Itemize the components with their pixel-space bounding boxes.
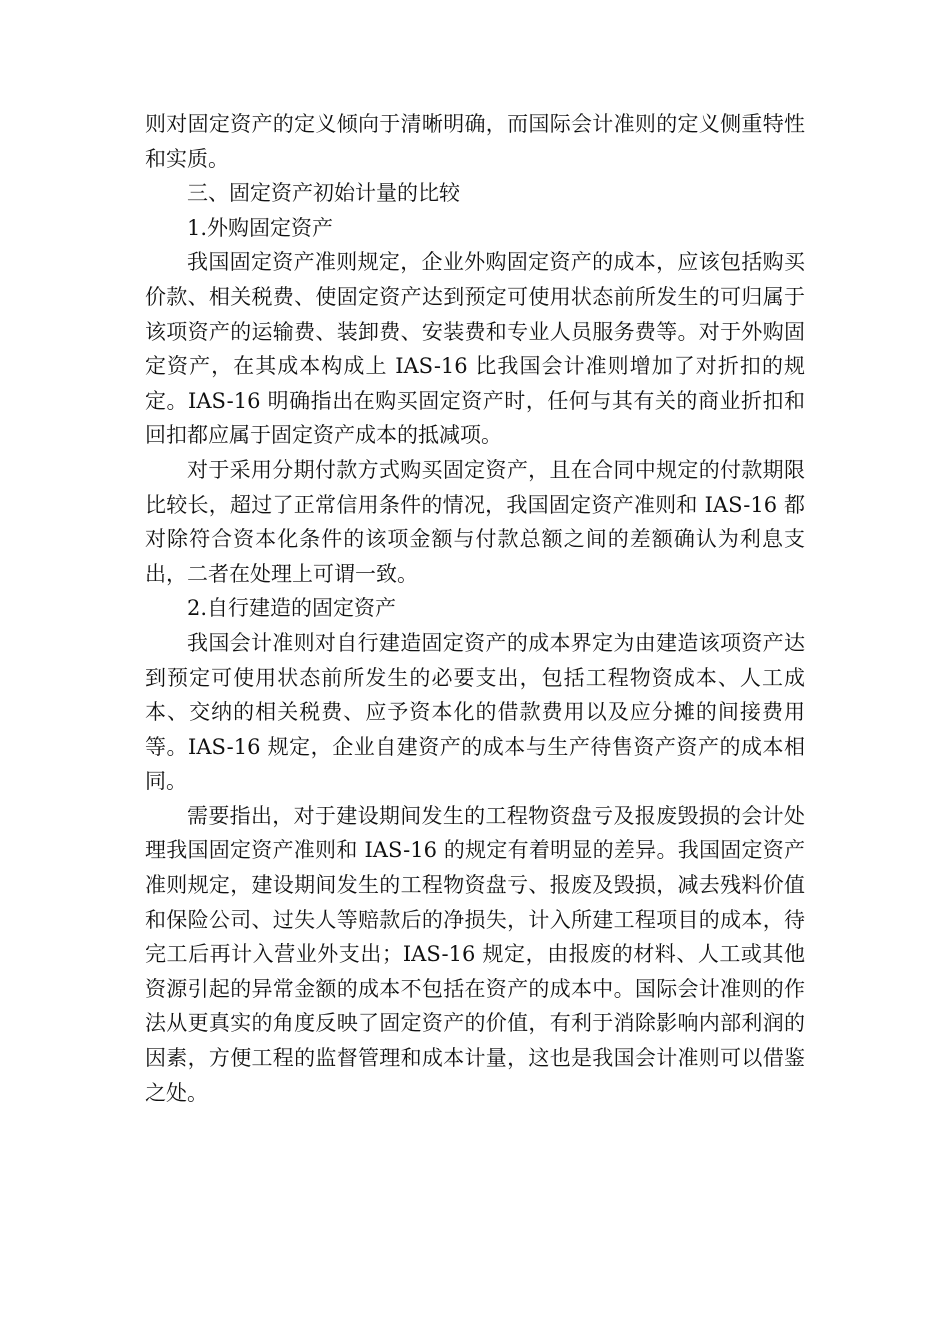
paragraph: 我国固定资产准则规定，企业外购固定资产的成本，应该包括购买价款、相关税费、使固定资产达到预定可使用状态前所发生的可归属于该项资产的运输费、装卸费、安装费和专业人员服务费等。对于外购固定资产，在其成本构成上 IAS-16 比我国会计准则增加了对折扣的规定。IAS-16 明确指出在购买固定资产时，任何与其有关的商业折扣和回扣都应属于固定资产成本的抵减项。 [145,250,805,448]
paragraph-continuation: 则对固定资产的定义倾向于清晰明确，而国际会计准则的定义侧重特性和实质。 [145,112,805,171]
section-heading: 三、固定资产初始计量的比较 [187,181,460,206]
subsection-heading: 1.外购固定资产 [187,215,334,240]
paragraph: 对于采用分期付款方式购买固定资产，且在合同中规定的付款期限比较长，超过了正常信用条件的情况，我国固定资产准则和 IAS-16 都对除符合资本化条件的该项金额与付款总额之间的差额确认为利息支出，二者在处理上可谓一致。 [145,457,805,586]
document-body [145,107,805,1110]
paragraph: 我国会计准则对自行建造固定资产的成本界定为由建造该项资产达到预定可使用状态前所发生的必要支出，包括工程物资成本、人工成本、交纳的相关税费、应予资本化的借款费用以及应分摊的间接费用等。IAS-16 规定，企业自建资产的成本与生产待售资产资产的成本相同。 [145,630,805,794]
subsection-heading: 2.自行建造的固定资产 [187,596,397,621]
paragraph: 需要指出，对于建设期间发生的工程物资盘亏及报废毁损的会计处理我国固定资产准则和 IAS-16 的规定有着明显的差异。我国固定资产准则规定，建设期间发生的工程物资盘亏、报废及毁损，减去残料价值和保险公司、过失人等赔款后的净损失，计入所建工程项目的成本，待完工后再计入营业外支出；IAS-16 规定，由报废的材料、人工或其他资源引起的异常金额的成本不包括在资产的成本中。国际会计准则的作法从更真实的角度反映了固定资产的价值，有利于消除影响内部利润的因素，方便工程的监督管理和成本计量，这也是我国会计准则可以借鉴之处。 [145,803,805,1105]
